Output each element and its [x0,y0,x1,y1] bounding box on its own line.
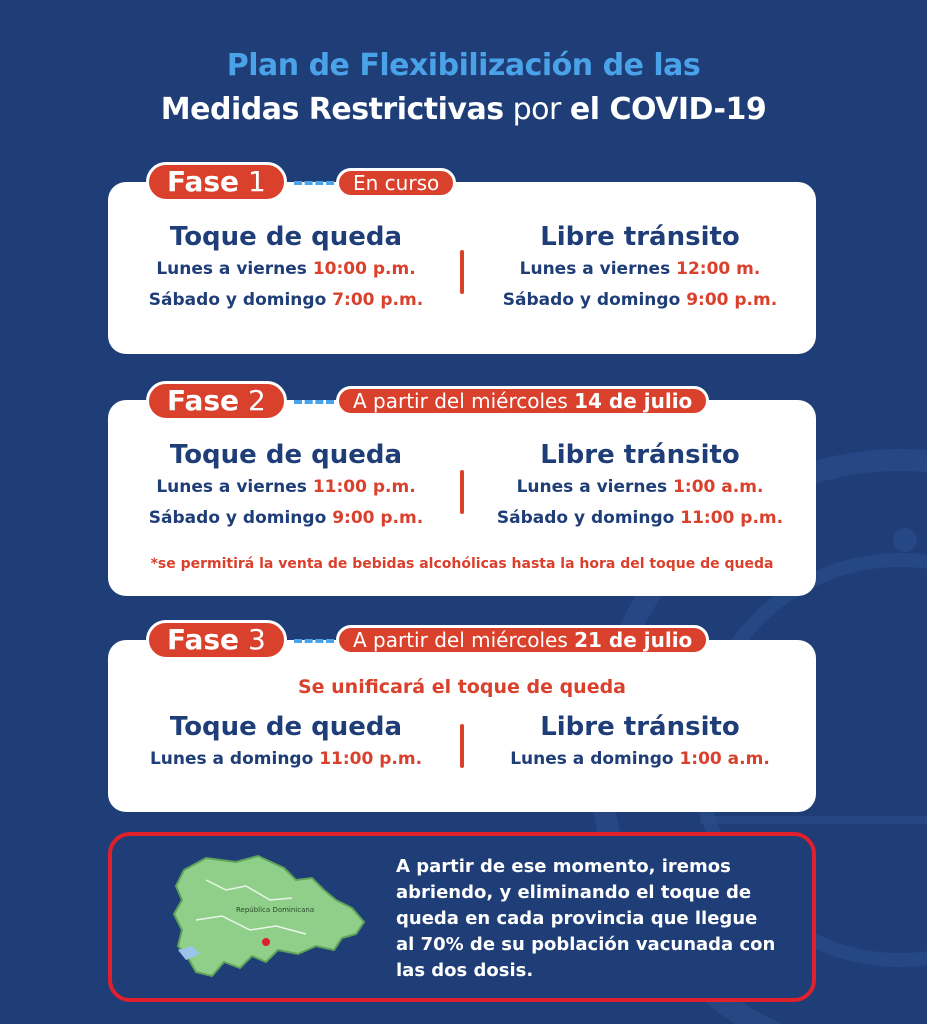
unify-notice: Se unificará el toque de queda [297,676,627,698]
transit-row [464,503,816,534]
curfew-heading: Toque de queda [169,222,403,252]
status-date: 21 de julio [574,628,693,652]
phase-3-status [336,625,709,655]
transit-heading: Libre tránsito [540,440,740,470]
curfew-heading: Toque de queda [169,712,403,742]
phase-number: 2 [247,384,266,417]
time-text: 11:00 p.m. [312,477,416,497]
title-bold-a: Medidas Restrictivas [160,92,504,127]
time-text: 10:00 p.m. [312,259,416,279]
map-label: República Dominicana [236,906,315,914]
time-text: 12:00 m. [676,259,761,279]
transit-row [464,744,816,775]
phase-word: Fase [167,165,240,198]
transit-row [464,472,816,503]
transit-column [464,438,816,534]
days-text: Lunes a viernes [519,259,677,279]
page-title-line2 [0,92,927,127]
days-text: Sábado y domingo [502,290,687,310]
curfew-row [108,503,464,534]
transit-column [464,710,816,775]
curfew-row [108,285,464,316]
curfew-column [108,710,464,775]
time-text: 1:00 a.m. [679,749,770,769]
page-title-line1: Plan de Flexibilización de las [226,48,701,83]
status-prefix: A partir del miércoles [353,628,575,652]
transit-row [464,285,816,316]
alcohol-note: *se permitirá la venta de bebidas alcohólicas hasta la hora del toque de queda [150,556,774,572]
curfew-column [108,438,464,534]
days-text: Sábado y domingo [496,508,681,528]
vaccination-notice [108,832,816,1002]
phase-3-label [146,620,287,660]
days-text: Sábado y domingo [148,290,333,310]
notice-text: A partir de ese momento, iremos abriendo, y eliminando el toque de queda en cada provincia que llegue al 70% de su población vacunada con las dos dosis. [396,856,776,981]
curfew-heading: Toque de queda [169,440,403,470]
phase-2-card [108,400,816,596]
days-text: Lunes a domingo [149,749,320,769]
days-text: Lunes a viernes [516,477,674,497]
transit-heading: Libre tránsito [540,712,740,742]
phase-connector [294,639,334,643]
phase-number: 1 [247,165,266,198]
curfew-row [108,472,464,503]
time-text: 11:00 p.m. [680,508,784,528]
phase-word: Fase [167,623,240,656]
curfew-column [108,220,464,316]
curfew-row [108,254,464,285]
status-prefix: A partir del miércoles [353,389,575,413]
days-text: Sábado y domingo [148,508,333,528]
phase-3-card [108,640,816,812]
transit-heading: Libre tránsito [540,222,740,252]
status-date: 14 de julio [574,389,693,413]
phase-2-status [336,386,709,416]
phase-1-status: En curso [336,168,456,198]
transit-column [464,220,816,316]
title-bold-b: el COVID-19 [569,92,767,127]
days-text: Lunes a viernes [156,477,313,497]
time-text: 1:00 a.m. [673,477,764,497]
phase-2-label [146,381,287,421]
time-text: 9:00 p.m. [686,290,778,310]
dominican-republic-map-icon [166,850,376,990]
days-text: Lunes a domingo [510,749,680,769]
time-text: 7:00 p.m. [332,290,424,310]
phase-1-label [146,162,287,202]
curfew-row [108,744,464,775]
phase-connector [294,400,334,404]
phase-number: 3 [247,623,266,656]
phase-1-card [108,182,816,354]
time-text: 9:00 p.m. [332,508,424,528]
title-light: por [503,92,570,127]
phase-connector [294,181,334,185]
days-text: Lunes a viernes [156,259,313,279]
time-text: 11:00 p.m. [319,749,423,769]
transit-row [464,254,816,285]
phase-word: Fase [167,384,240,417]
